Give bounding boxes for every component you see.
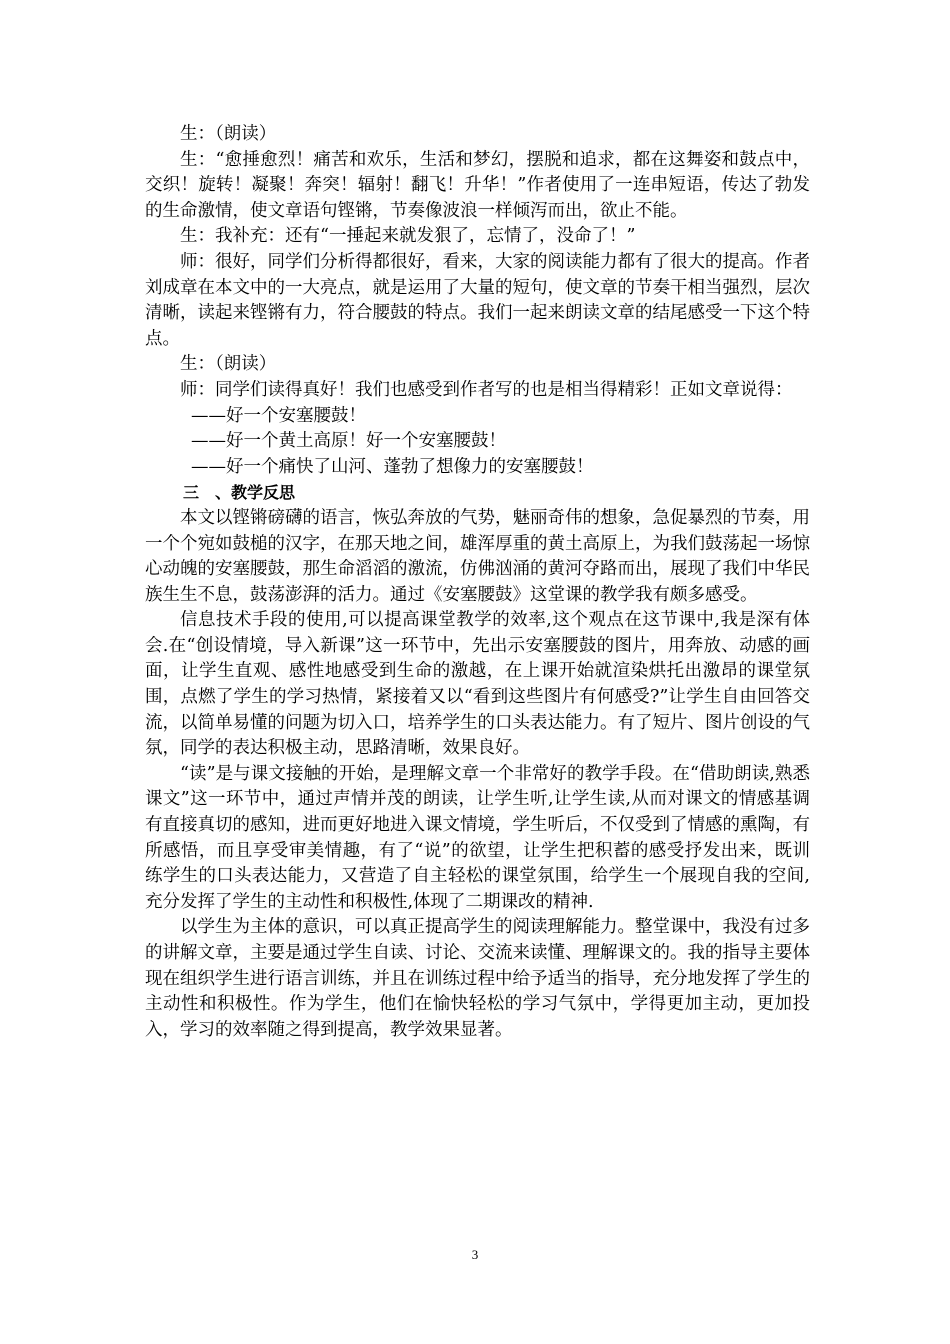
dialogue-paragraph: 生：“愈捶愈烈！痛苦和欢乐，生活和梦幻，摆脱和追求，都在这舞姿和鼓点中，交织！旋转！凝聚！奔突！辐射！翻飞！升华！”作者使用了一连串短语，传达了勃发的生命激情，使文章语句铿锵，节奏像波浪一样倾泻而出，欲止不能。 xyxy=(145,149,810,221)
reflection-paragraph: 本文以铿锵磅礴的语言，恢弘奔放的气势，魅丽奇伟的想象，急促暴烈的节奏，用一个个宛如鼓槌的汉字，在那天地之间，雄浑厚重的黄土高原上，为我们鼓荡起一场惊心动魄的安塞腰鼓，那生命滔滔的激流，仿佛汹涌的黄河夺路而出，展现了我们中华民族生生不息，鼓荡澎湃的活力。通过《安塞腰鼓》这堂课的教学我有颇多感受。 xyxy=(145,507,810,605)
document-body xyxy=(145,122,810,1043)
quote-line: ——好一个安塞腰鼓！ xyxy=(191,405,366,426)
reflection-paragraph: “读”是与课文接触的开始，是理解文章一个非常好的教学手段。在“借助朗读,熟悉课文”这一环节中，通过声情并茂的朗读，让学生听,让学生读,从而对课文的情感基调有直接真切的感知，进而更好地进入课文情境，学生听后，不仅受到了情感的熏陶，有所感悟，而且享受审美情趣，有了“说”的欲望，让学生把积蓄的感受抒发出来，既训练学生的口头表达能力，又营造了自主轻松的课堂氛围，给学生一个展现自我的空间,充分发挥了学生的主动性和积极性,体现了二期课改的精神. xyxy=(145,763,810,912)
dialogue-paragraph: 生：（朗读） xyxy=(180,354,277,375)
dialogue-paragraph: 师：很好，同学们分析得都很好，看来，大家的阅读能力都有了很大的提高。作者刘成章在本文中的一大亮点，就是运用了大量的短句，使文章的节奏干相当强烈，层次清晰，读起来铿锵有力，符合腰鼓的特点。我们一起来朗读文章的结尾感受一下这个特点。 xyxy=(145,251,810,349)
quote-line: ——好一个黄土高原！好一个安塞腰鼓！ xyxy=(191,431,506,452)
section-heading: 三 、教学反思 xyxy=(183,483,296,503)
dialogue-paragraph: 师：同学们读得真好！我们也感受到作者写的也是相当得精彩！正如文章说得： xyxy=(180,379,793,400)
reflection-paragraph: 以学生为主体的意识，可以真正提高学生的阅读理解能力。整堂课中，我没有过多的讲解文章，主要是通过学生自读、讨论、交流来读懂、理解课文的。我的指导主要体现在组织学生进行语言训练，并且在训练过程中给予适当的指导，充分地发挥了学生的主动性和积极性。作为学生，他们在愉快轻松的学习气氛中，学得更加主动，更加投入，学习的效率随之得到提高，教学效果显著。 xyxy=(145,917,810,1040)
page-number: 3 xyxy=(471,1247,479,1262)
dialogue-paragraph: 生：（朗读） xyxy=(180,124,277,144)
dialogue-paragraph: 生：我补充：还有“一捶起来就发狠了，忘情了，没命了！” xyxy=(180,226,636,247)
quote-line: ——好一个痛快了山河、蓬勃了想像力的安塞腰鼓！ xyxy=(191,456,594,477)
reflection-paragraph: 信息技术手段的使用,可以提高课堂教学的效率,这个观点在这节课中,我是深有体会.在“创设情境，导入新课”这一环节中，先出示安塞腰鼓的图片，用奔放、动感的画面，让学生直观、感性地感受到生命的激越，在上课开始就渲染烘托出激昂的课堂氛围，点燃了学生的学习热情，紧接着又以“看到这些图片有何感受?”让学生自由回答交流，以简单易懂的问题为切入口，培养学生的口头表达能力。有了短片、图片创设的气氛，同学的表达积极主动，思路清晰，效果良好。 xyxy=(145,610,810,759)
